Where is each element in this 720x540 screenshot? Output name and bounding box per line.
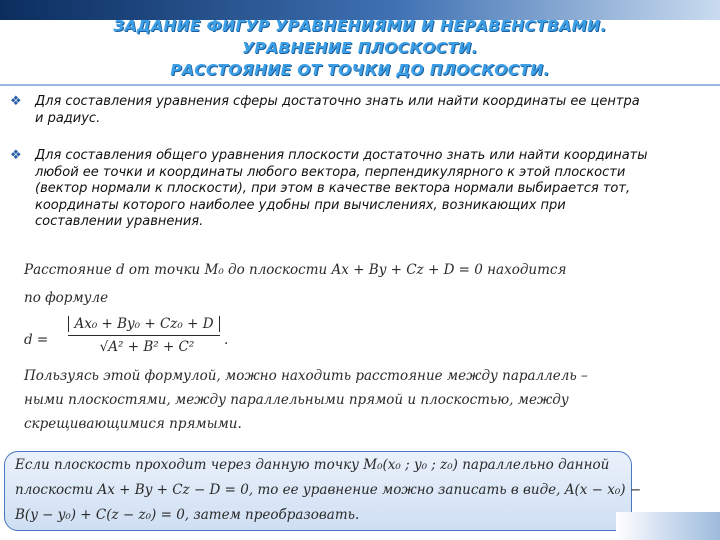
bullet-item xyxy=(8,148,648,231)
title-line-2: УРАВНЕНИЕ ПЛОСКОСТИ. xyxy=(242,39,478,57)
corner-decoration xyxy=(616,512,720,540)
title-line-1: ЗАДАНИЕ ФИГУР УРАВНЕНИЯМИ И НЕРАВЕНСТВАМИ. xyxy=(113,17,607,35)
diamond-bullet-icon: ❖ xyxy=(10,148,22,163)
diamond-bullet-icon: ❖ xyxy=(10,94,22,109)
formula-denominator: √A² + B² + C² xyxy=(99,339,195,355)
formula-fraction xyxy=(68,316,220,355)
formula-text-line: ными плоскостями, между параллельными прямой и плоскостью, между xyxy=(24,392,569,408)
note-line: Если плоскость проходит через данную точку M₀(x₀ ; y₀ ; z₀) параллельно данной xyxy=(15,457,610,473)
note-line: B(y − y₀) + C(z − z₀) = 0, затем преобразовать. xyxy=(15,507,360,523)
formula-lhs: d = xyxy=(24,332,49,348)
bullet-list xyxy=(8,94,648,252)
formula-caption: по формуле xyxy=(24,290,109,306)
formula-intro: Расстояние d от точки M₀ до плоскости Ax + By + Cz + D = 0 находится xyxy=(24,262,567,278)
distance-formula xyxy=(24,316,264,366)
bullet-text: Для составления общего уравнения плоскости достаточно знать или найти координаты любой ее точки и координаты любого вектора, перпендикулярного к этой плоскости (вектор нормали к плоскости), при этом в качестве вектора нормали выбирается тот, координаты которого наиболее удобны при вычислениях, возникающих при составлении уравнения. xyxy=(35,148,648,229)
fraction-bar xyxy=(68,335,220,336)
title-divider xyxy=(0,84,720,86)
formula-text-line: Пользуясь этой формулой, можно находить расстояние между параллель – xyxy=(24,368,588,384)
formula-period: . xyxy=(224,332,229,348)
title-line-3: РАССТОЯНИЕ ОТ ТОЧКИ ДО ПЛОСКОСТИ. xyxy=(170,61,550,79)
bullet-item xyxy=(8,94,648,127)
note-line: плоскости Ax + By + Cz − D = 0, то ее уравнение можно записать в виде, A(x − x₀) − xyxy=(15,482,642,498)
slide-title xyxy=(20,15,700,81)
parallel-plane-note xyxy=(4,451,642,531)
bullet-text: Для составления уравнения сферы достаточно знать или найти координаты ее центра и радиус. xyxy=(35,94,640,126)
formula-numerator: Ax₀ + By₀ + Cz₀ + D xyxy=(68,316,220,332)
formula-text-line: скрещивающимися прямыми. xyxy=(24,416,242,432)
